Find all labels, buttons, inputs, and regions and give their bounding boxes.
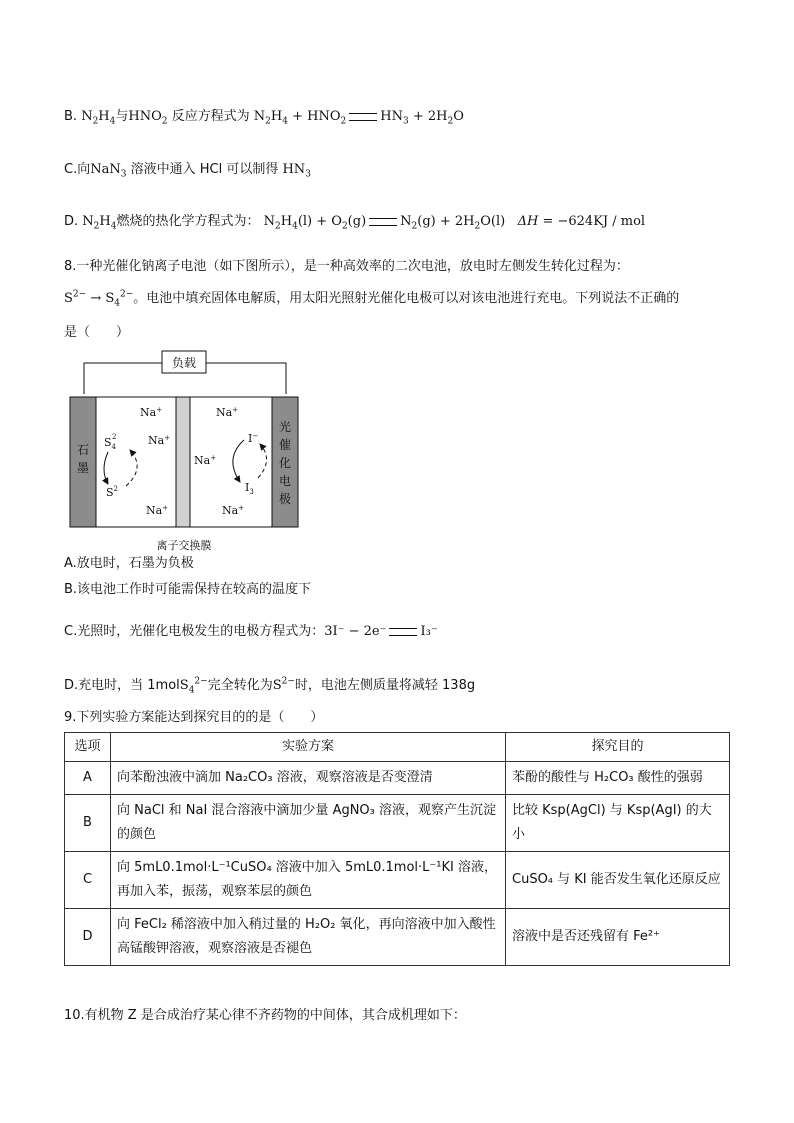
row-option: D [65, 909, 111, 966]
ion-exchange-membrane [176, 397, 190, 527]
load-label: 负载 [171, 356, 197, 370]
membrane-label: 离子交换膜 [156, 539, 212, 552]
row-plan: 向 FeCl₂ 稀溶液中加入稍过量的 H₂O₂ 氧化，再向溶液中加入酸性高锰酸钾溶液，观察溶液是否褪色 [111, 909, 506, 966]
row-option: B [65, 795, 111, 852]
q9-stem: 9.下列实验方案能达到探究目的的是（ ） [64, 710, 324, 725]
q10-stem: 10.有机物 Z 是合成治疗某心律不齐药物的中间体，其合成机理如下： [64, 1008, 466, 1023]
row-goal: 比较 Ksp(AgCl) 与 Ksp(AgI) 的大小 [506, 795, 730, 852]
header-option: 选项 [65, 733, 111, 762]
battery-diagram [64, 346, 304, 558]
row-plan: 向苯酚浊液中滴加 Na₂CO₃ 溶液，观察溶液是否变澄清 [111, 762, 506, 795]
wire-right [206, 363, 286, 394]
na-ion-right-1: Na+ [216, 406, 239, 419]
na-ion-left-3: Na+ [146, 504, 169, 517]
s-species: $S^2$ [106, 485, 119, 499]
q7-option-c: C.向NaN$_3$ 溶液中通入 HCl 可以制得 $HN_3$ [64, 162, 311, 180]
right-electrode-char1: 光 [278, 420, 292, 434]
header-plan: 实验方案 [111, 733, 506, 762]
equals-sign [369, 218, 397, 226]
row-goal: 苯酚的酸性与 H₂CO₃ 酸性的强弱 [506, 762, 730, 795]
q8-stem-line1: 8.一种光催化钠离子电池（如下图所示），是一种高效率的二次电池，放电时左侧发生转化过程为： [64, 259, 629, 274]
row-plan: 向 5mL0.1mol·L⁻¹CuSO₄ 溶液中加入 5mL0.1mol·L⁻¹KI 溶液，再加入苯，振荡，观察苯层的颜色 [111, 852, 506, 909]
q9-table [64, 732, 730, 966]
right-electrode-char2: 催 [278, 438, 292, 452]
q8-option-d: D.充电时，当 1molS$_4^{2-}$完全转化为$S^{2-}$时，电池左侧质量将减轻 138g [64, 676, 476, 696]
table-row [65, 909, 730, 966]
q8-option-a: A.放电时，石墨为负极 [64, 556, 194, 571]
right-electrode-char3: 化 [278, 456, 292, 470]
left-electrode-char1: 石 [76, 443, 90, 457]
q8-option-b: B.该电池工作时可能需保持在较高的温度下 [64, 582, 312, 597]
i-species: I− [248, 432, 259, 445]
row-option: A [65, 762, 111, 795]
q7-option-b: B. $N_2H_4$与$HNO_2$ 反应方程式为 $N_2H_4 + HNO_2$ $HN_3 + 2H_2O$ [64, 109, 464, 127]
table-header-row [65, 733, 730, 762]
na-ion-right-2: Na+ [194, 454, 217, 467]
q8-option-c: C.光照时，光催化电极发生的电极方程式为：3I⁻ − 2e⁻ I₃⁻ [64, 624, 438, 639]
q8-stem-line2: $S^{2-} \to S_4^{2-}$。电池中填充固体电解质，用太阳光照射光催化电极可以对该电池进行充电。下列说法不正确的 [64, 289, 680, 309]
na-ion-right-3: Na+ [222, 504, 245, 517]
table-row [65, 852, 730, 909]
i3-species: $I_3$ [245, 481, 254, 496]
table-row [65, 762, 730, 795]
na-ion-left-1: Na+ [140, 406, 163, 419]
s4-species: $S_42$ [104, 433, 117, 451]
right-electrode-char5: 极 [278, 492, 292, 506]
table-row [65, 795, 730, 852]
q8-stem-line3: 是（ ） [64, 325, 130, 340]
equals-sign [389, 628, 417, 636]
q7-option-d: D. $N_2H_4$燃烧的热化学方程式为： $N_2H_4(l) + O_2(g) N_2(g) + 2H_2O(l)$ ΔH = −624KJ / mol [64, 214, 646, 232]
left-electrode-char2: 墨 [76, 461, 90, 475]
row-goal: CuSO₄ 与 KI 能否发生氧化还原反应 [506, 852, 730, 909]
na-ion-left-2: Na+ [148, 434, 171, 447]
equals-sign [349, 113, 377, 121]
row-plan: 向 NaCl 和 NaI 混合溶液中滴加少量 AgNO₃ 溶液，观察产生沉淀的颜色 [111, 795, 506, 852]
right-electrode-char4: 电 [278, 474, 292, 488]
header-goal: 探究目的 [506, 733, 730, 762]
wire-left [84, 363, 162, 394]
row-option: C [65, 852, 111, 909]
row-goal: 溶液中是否还残留有 Fe²⁺ [506, 909, 730, 966]
